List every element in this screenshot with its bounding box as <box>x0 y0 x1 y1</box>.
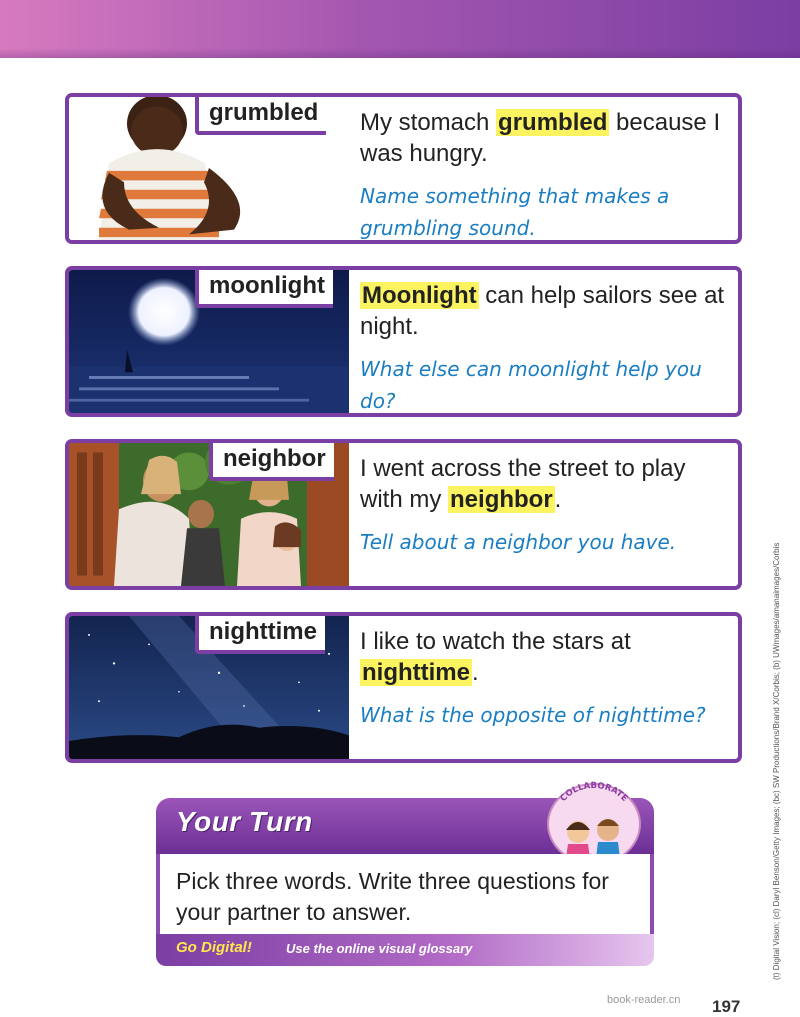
your-turn-instructions: Pick three words. Write three questions for your partner to answer. <box>176 868 609 925</box>
example-sentence: Moonlight can help sailors see at night. <box>360 282 725 340</box>
example-sentence: I went across the street to play with my neighbor. <box>360 455 686 513</box>
vocab-word: nighttime <box>195 616 325 654</box>
photo-credits: (t) Digital Vision; (cl) Daryl Benson/Getty Images; (bc) SW Productions/Brand X/Corbis; (b) UWmages/amanaimages/Corbis <box>772 542 781 980</box>
your-turn-body <box>156 854 654 944</box>
go-digital-description: Use the online visual glossary <box>286 941 473 956</box>
page-number: 197 <box>712 997 741 1016</box>
highlighted-word: neighbor <box>450 486 553 513</box>
highlighted-word: Moonlight <box>362 282 477 309</box>
example-sentence: I like to watch the stars at nighttime. <box>360 628 631 686</box>
prompt-question: Tell about a neighbor you have. <box>360 530 677 554</box>
go-digital-bar[interactable] <box>156 934 654 966</box>
highlighted-word: grumbled <box>498 109 608 136</box>
vocab-word: moonlight <box>195 270 333 308</box>
your-turn-box <box>156 778 654 968</box>
prompt-question: What is the opposite of nighttime? <box>360 703 706 727</box>
vocab-card-moonlight <box>65 266 742 417</box>
header-band <box>0 0 800 58</box>
collaborate-label: COLLABORATE <box>558 780 630 804</box>
vocab-word: neighbor <box>209 443 334 481</box>
example-sentence: My stomach grumbled because I was hungry. <box>360 109 721 167</box>
collaborate-badge <box>544 778 644 864</box>
watermark: book-reader.cn <box>607 994 681 1006</box>
vocab-card-grumbled <box>65 93 742 244</box>
prompt-question: What else can moonlight help you do? <box>360 357 702 413</box>
highlighted-word: nighttime <box>362 659 470 686</box>
vocab-card-neighbor <box>65 439 742 590</box>
prompt-question: Name something that makes a grumbling sound. <box>360 184 670 240</box>
your-turn-title: Your Turn <box>176 806 313 837</box>
vocab-word: grumbled <box>195 97 326 135</box>
go-digital-label[interactable]: Go Digital! <box>176 939 252 956</box>
vocab-card-nighttime <box>65 612 742 763</box>
